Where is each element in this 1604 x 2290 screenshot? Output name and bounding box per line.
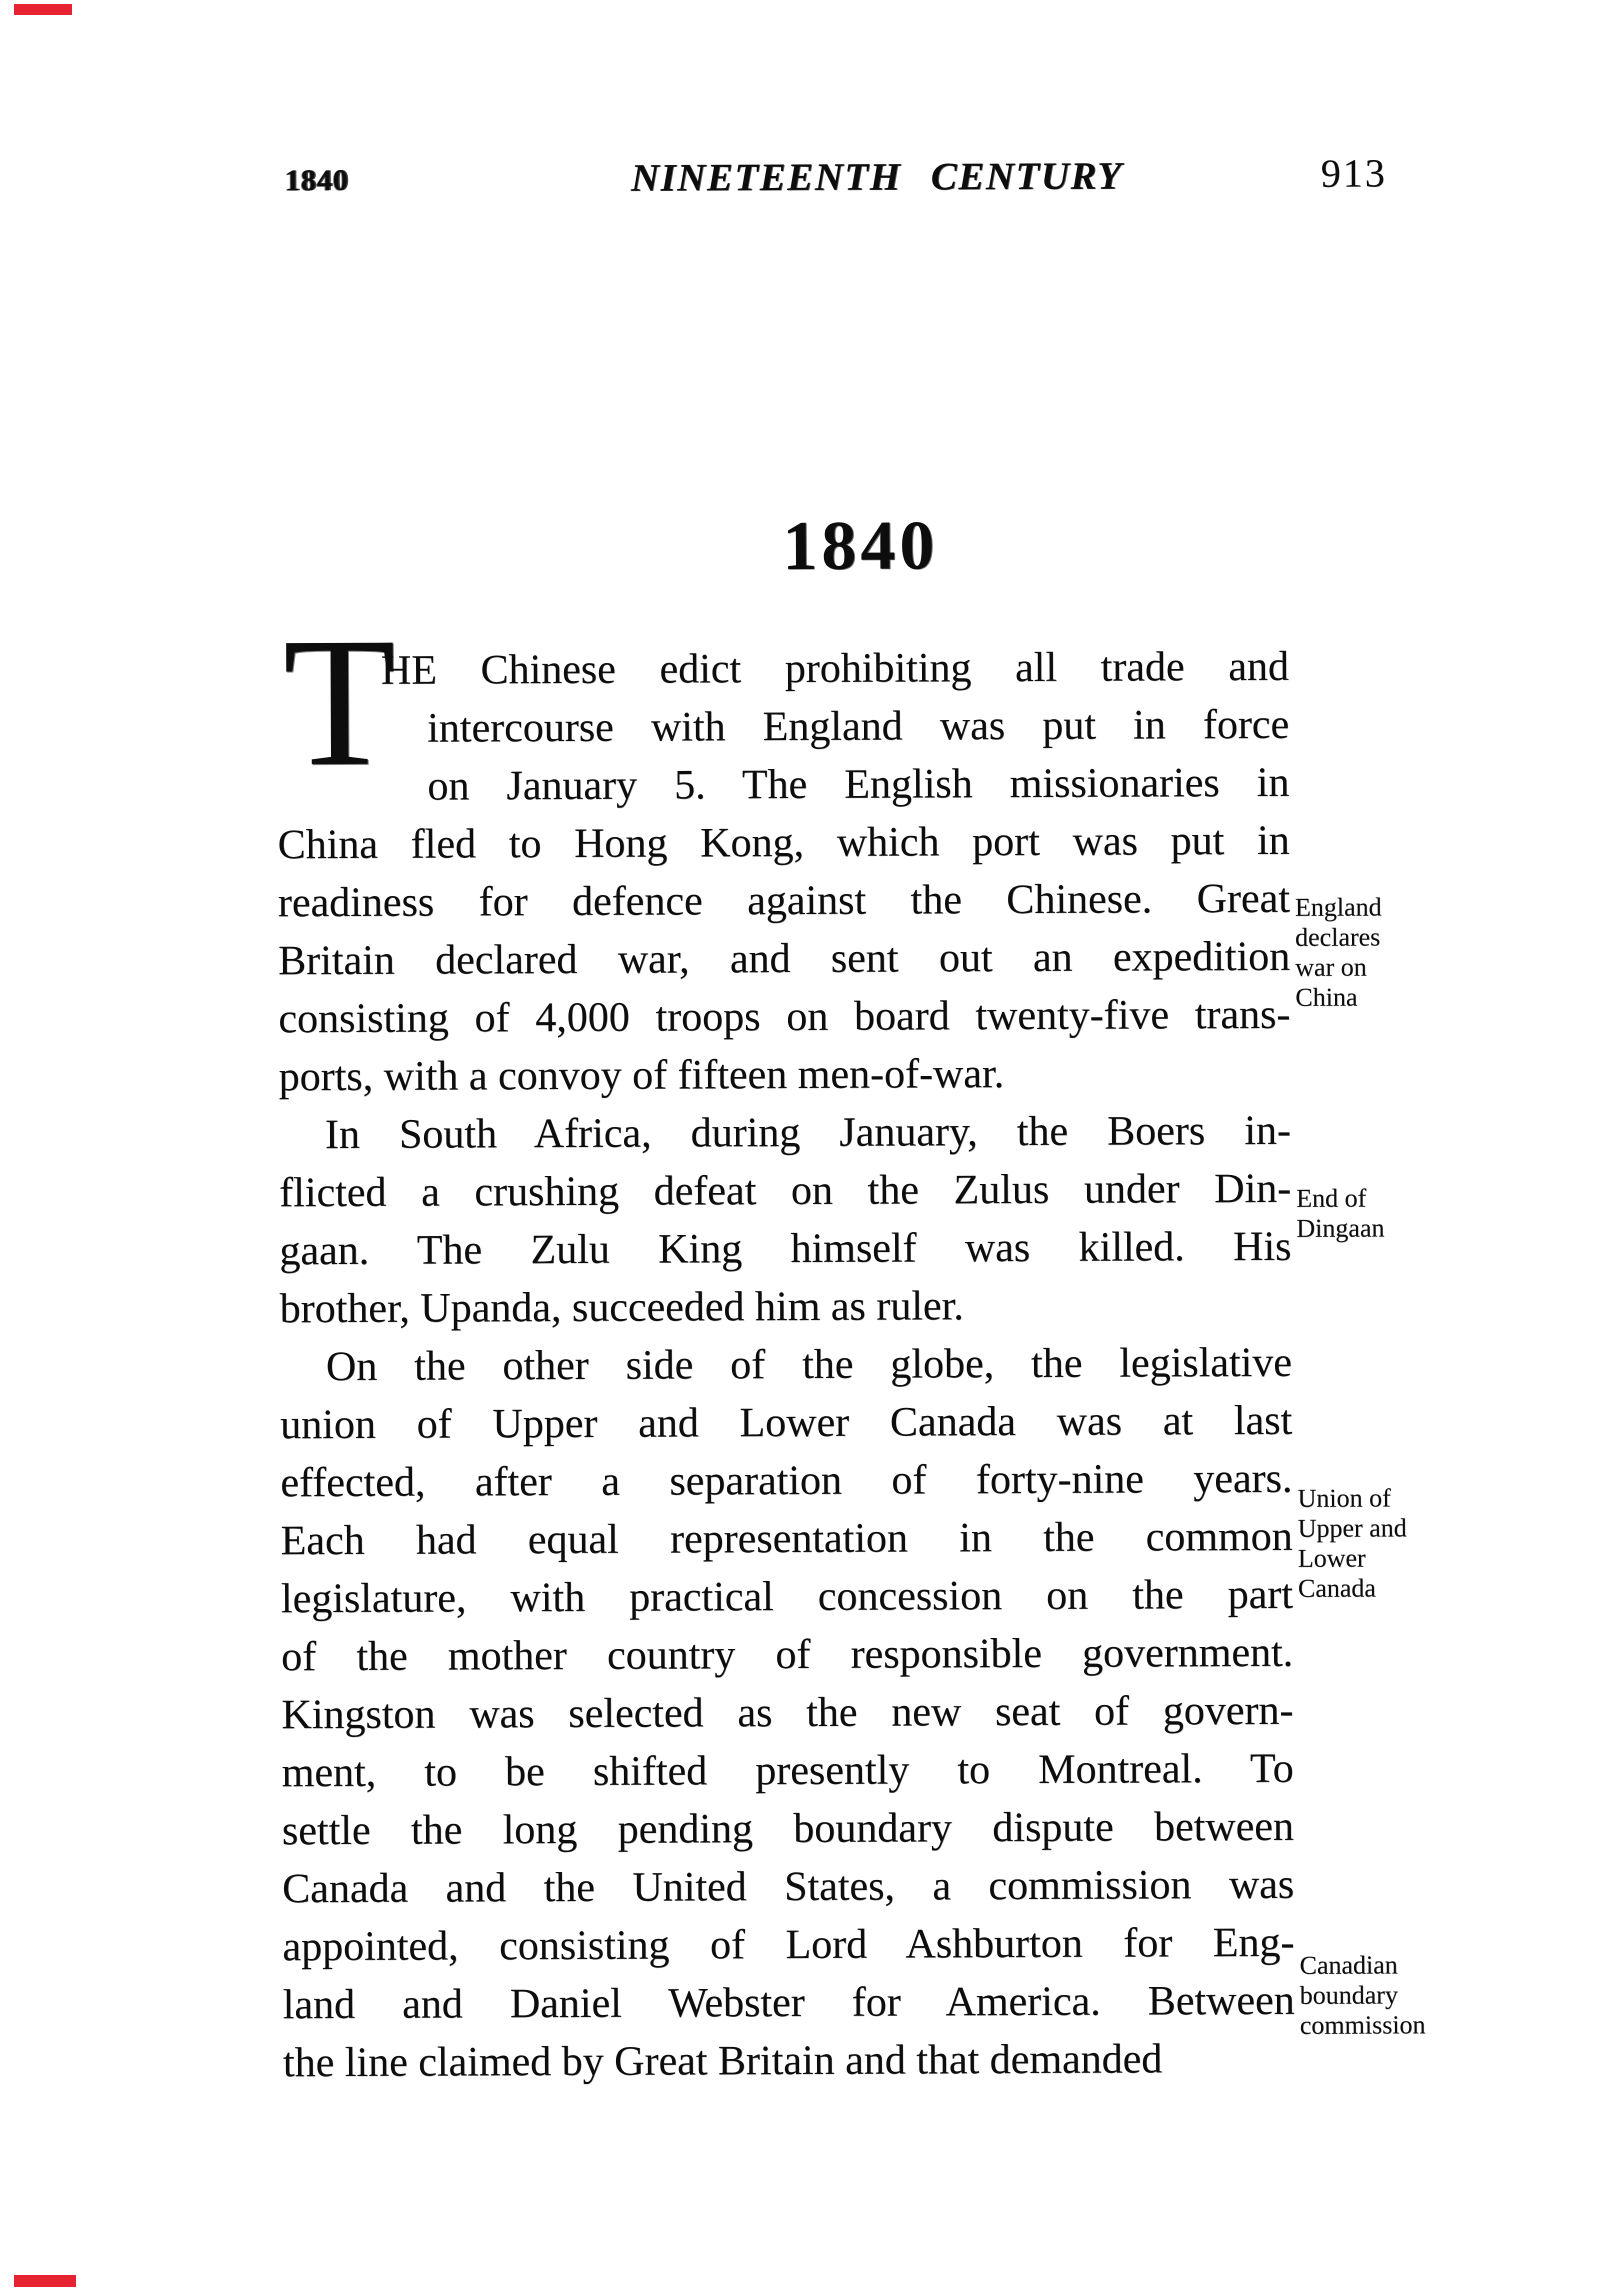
body-line: brother, Upanda, succeeded him as ruler. (279, 1283, 964, 1333)
body-line: On the other side of the globe, the legislative (325, 1339, 1293, 1391)
body-line: legislature, with practical concession on the part (280, 1571, 1294, 1623)
body-line: Canada and the United States, a commission was (282, 1861, 1295, 1913)
body-line: China fled to Hong Kong, which port was put in (277, 817, 1290, 869)
running-head-year: 1840 (284, 163, 349, 198)
body-line: land and Daniel Webster for America. Between (282, 1977, 1295, 2029)
year-heading: 1840 (782, 507, 939, 586)
body-line: consisting of 4,000 troops on board twenty-five trans- (278, 991, 1291, 1043)
margin-note-line: declares (1295, 922, 1381, 952)
running-head-title: NINETEENTH CENTURY (630, 154, 1123, 200)
margin-note (1296, 1183, 1516, 1244)
body-line: intercourse with England was put in force (427, 701, 1290, 752)
body-line: flicted a crushing defeat on the Zulus under Din- (279, 1165, 1292, 1217)
margin-note-line: boundary (1299, 1980, 1398, 2010)
body-line: gaan. The Zulu King himself was killed. His (279, 1223, 1292, 1275)
body-paragraph (277, 638, 1291, 1106)
body-line: Kingston was selected as the new seat of govern- (281, 1687, 1294, 1739)
body-line: the line claimed by Great Britain and that demanded (282, 2036, 1163, 2087)
body-line: union of Upper and Lower Canada was at last (280, 1397, 1293, 1449)
margin-note-line: Upper and (1297, 1513, 1407, 1543)
margin-note (1300, 1950, 1520, 2041)
margin-note-line: China (1295, 982, 1358, 1012)
margin-note-line: Canada (1297, 1573, 1376, 1603)
drop-cap: T (282, 599, 397, 806)
body-line: appointed, consisting of Lord Ashburton for Eng- (282, 1919, 1295, 1971)
margin-note-line: commission (1299, 2010, 1426, 2040)
body-line: on January 5. The English missionaries in (427, 759, 1290, 810)
body-line: of the mother country of responsible government. (281, 1629, 1294, 1681)
body-line: In South Africa, during January, the Boers in- (324, 1107, 1292, 1159)
margin-note-line: England (1294, 892, 1382, 922)
body-paragraph (279, 1102, 1292, 1338)
page-number: 913 (1320, 150, 1387, 196)
body-line: settle the long pending boundary dispute between (281, 1803, 1295, 1855)
body-line: HE Chinese edict prohibiting all trade and (380, 643, 1290, 694)
margin-note-line: Union of (1297, 1483, 1391, 1513)
body-text (277, 638, 1295, 2092)
margin-note-line: Dingaan (1296, 1213, 1385, 1243)
margin-note-line: Lower (1297, 1543, 1366, 1573)
margin-note-line: war on (1295, 952, 1367, 982)
margin-note-line: Canadian (1299, 1950, 1398, 1980)
margin-note (1297, 1483, 1518, 1604)
body-line: Each had equal representation in the common (280, 1513, 1293, 1565)
body-line: readiness for defence against the Chinese. Great (277, 875, 1291, 927)
body-line: ment, to be shifted presently to Montreal. To (281, 1745, 1294, 1797)
body-line: effected, after a separation of forty-nine years. (280, 1455, 1293, 1507)
body-line: ports, with a convoy of fifteen men-of-war. (278, 1051, 1005, 1101)
body-paragraph (280, 1334, 1295, 2092)
margin-note-line: End of (1296, 1183, 1367, 1213)
body-line: Britain declared war, and sent out an expedition (278, 933, 1291, 985)
margin-note (1295, 892, 1516, 1013)
